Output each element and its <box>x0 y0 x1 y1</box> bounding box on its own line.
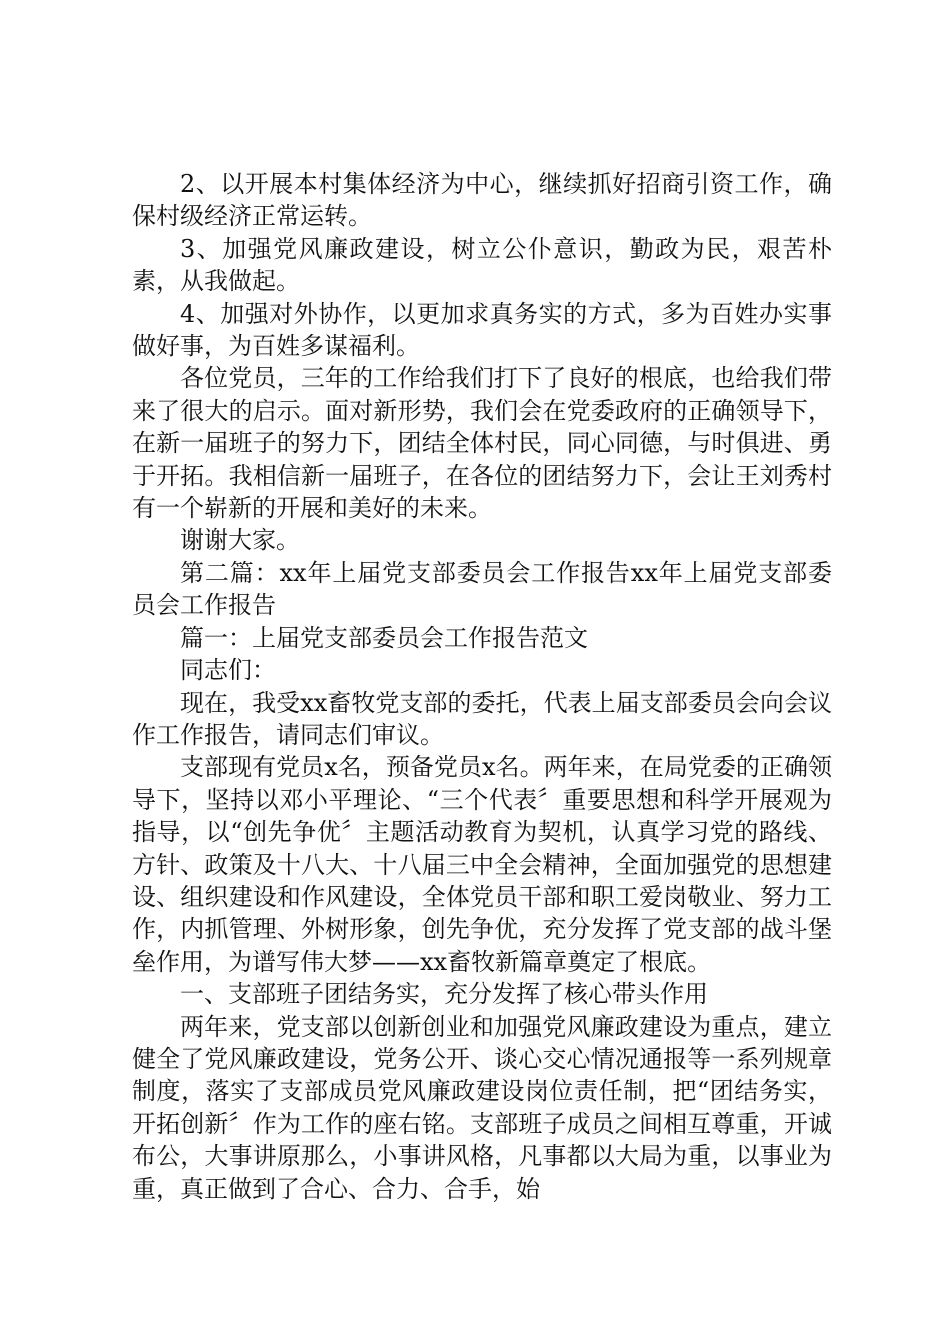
section-title-part-two: 第二篇：xx年上届党支部委员会工作报告xx年上届党支部委员会工作报告 <box>132 558 832 620</box>
paragraph-overview: 支部现有党员x名，预备党员x名。两年来，在局党委的正确领导下，坚持以邓小平理论、“三个代表〞重要思想和科学开展观为指导，以“创先争优〞主题活动教育为契机，认真学习党的路线、方针、政策及十八大、十八届三中全会精神，全面加强党的思想建设、组织建设和作风建设，全体党员干部和职工爱岗敬业、努力工作，内抓管理、外树形象，创先争优，充分发挥了党支部的战斗堡垒作用，为谱写伟大梦——xx畜牧新篇章奠定了根底。 <box>132 753 832 976</box>
document-body <box>132 168 832 1205</box>
paragraph-closing-remarks: 各位党员，三年的工作给我们打下了良好的根底，也给我们带来了很大的启示。面对新形势，我们会在党委政府的正确领导下，在新一届班子的努力下，团结全体村民，同心同德，与时俱进、勇于开拓。我相信新一届班子，在各位的团结努力下，会让王刘秀村有一个崭新的开展和美好的未来。 <box>132 364 832 523</box>
paragraph-item-4: 4、加强对外协作，以更加求真务实的方式，多为百姓办实事做好事，为百姓多谋福利。 <box>132 299 832 361</box>
paragraph-item-3: 3、加强党风廉政建设，树立公仆意识，勤政为民，艰苦朴素，从我做起。 <box>132 234 832 296</box>
salutation: 同志们： <box>180 656 276 685</box>
paragraph-thanks: 谢谢大家。 <box>180 526 300 555</box>
paragraph-item-2: 2、以开展本村集体经济为中心，继续抓好招商引资工作，确保村级经济正常运转。 <box>132 170 832 231</box>
paragraph-section-one-body: 两年来，党支部以创新创业和加强党风廉政建设为重点，建立健全了党风廉政建设，党务公开、谈心交心情况通报等一系列规章制度，落实了支部成员党风廉政建设岗位责任制，把“团结务实，开拓创新〞作为工作的座右铭。支部班子成员之间相互尊重，开诚布公，大事讲原那么，小事讲风格，凡事都以大局为重，以事业为重，真正做到了合心、合力、合手，始 <box>132 1012 832 1203</box>
subsection-title-part-one: 篇一：上届党支部委员会工作报告范文 <box>180 623 588 652</box>
paragraph-intro: 现在，我受xx畜牧党支部的委托，代表上届支部委员会向会议作工作报告，请同志们审议。 <box>132 688 832 749</box>
heading-section-one: 一、支部班子团结务实，充分发挥了核心带头作用 <box>180 980 708 1009</box>
